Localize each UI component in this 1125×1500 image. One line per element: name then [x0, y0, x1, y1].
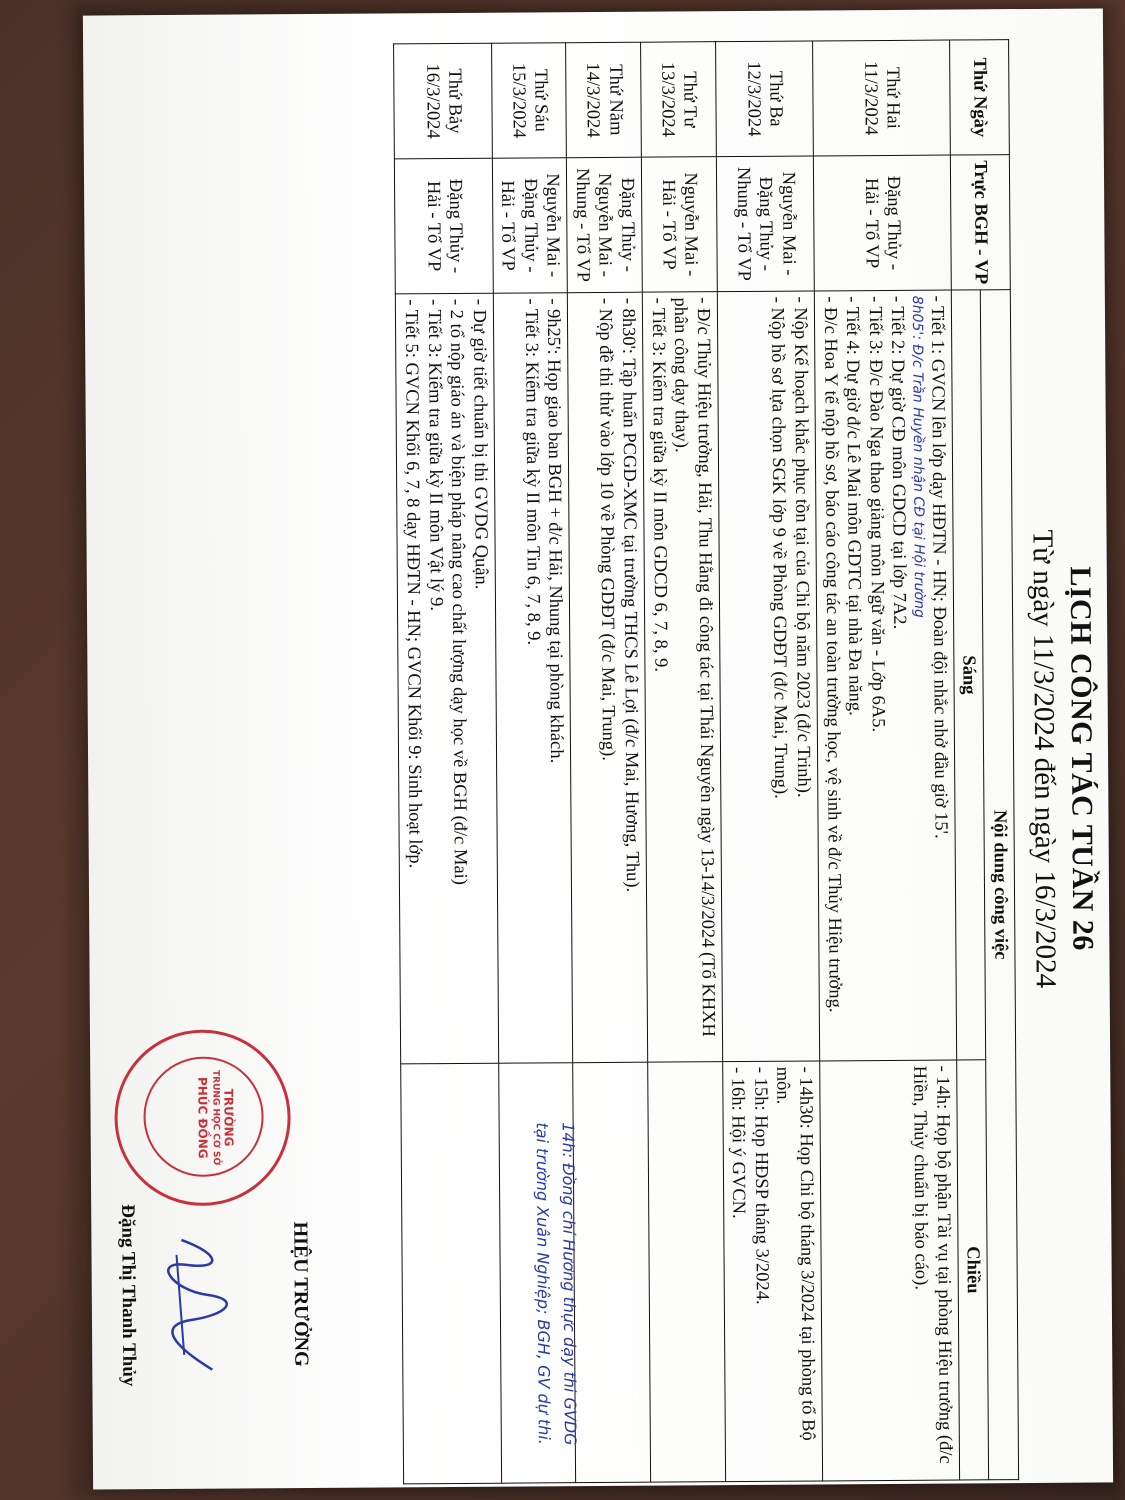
afternoon-cell	[401, 1063, 501, 1484]
document-title: LỊCH CÔNG TÁC TUẦN 26	[1063, 566, 1100, 951]
schedule-page	[93, 39, 1103, 1486]
afternoon-item: - 16h: Hội ý GVCN.	[727, 1066, 749, 1219]
day-cell: Thứ Năm 14/3/2024	[566, 42, 641, 158]
morning-item: - Tiết 3: Kiểm tra giữa kỳ II môn GDCD 6, 7, 8, 9.	[647, 297, 671, 672]
morning-item: - Đ/c Thủy Hiệu trưởng, Hải, Thu Hằng đi công tác tại Thái Nguyên ngày 13-14/3/2024 (Tổ KHXH phân công dạy thay).	[670, 297, 718, 1037]
morning-item: - Tiết 3: Kiểm tra giữa kỳ II môn Vật lý 9.	[423, 299, 446, 612]
header-content: Nội dung công việc	[981, 290, 1019, 1480]
morning-cell	[493, 293, 573, 1064]
afternoon-cell	[722, 1061, 822, 1482]
morning-item: - Tiết 2: Dự giờ CĐ môn GDCD tại lớp 7A2.	[887, 295, 910, 630]
day-cell: Thứ Bảy 16/3/2024	[394, 43, 492, 159]
handwritten-inline-note: 8h05': Đ/c Trần Huyền nhận CĐ tại Hội trường	[909, 295, 928, 618]
day-cell: Thứ Sáu 15/3/2024	[491, 43, 566, 159]
morning-item: - Tiết 3: Đ/c Đào Nga thao giảng môn Ngữ văn - Lớp 6A5.	[864, 295, 888, 733]
afternoon-item: - 14h30: Họp Chi bộ tháng 3/2024 tại phòng tổ Bộ môn.	[772, 1066, 818, 1441]
afternoon-cell	[573, 1062, 651, 1483]
morning-item: - 8h30': Tập huấn PCGD-XMC tại trường THCS Lê Lợi (đ/c Mai, Hương, Thu).	[617, 297, 643, 893]
handwritten-note-line: 14h: Đồng chí Hương thực dạy thi GVDG	[558, 1122, 580, 1446]
morning-item: - Nộp đề thi thử vào lớp 10 về Phòng GDĐT (đ/c Mai, Trung).	[595, 297, 619, 761]
header-duty: Trực BGH - VP	[950, 155, 1010, 290]
morning-item: - Nộp hồ sơ lựa chọn SGK lớp 9 về Phòng GDĐT (đ/c Mai, Trung).	[767, 296, 791, 799]
day-cell: Thứ Hai 11/3/2024	[813, 40, 951, 156]
duty-cell: Đặng Thủy - Nguyễn Mai - Nhung - Tổ VP	[567, 157, 643, 293]
handwritten-signature	[161, 1235, 232, 1375]
afternoon-item: - 14h: Họp bộ phận Tài vụ tại phòng Hiệu trưởng (đ/c Hiền, Thủy chuẩn bị báo cáo).	[909, 1065, 955, 1464]
duty-cell: Nguyễn Mai - Hải - Tổ VP	[641, 157, 717, 293]
handwritten-note-line: tại trường Xuân Nghiệp; BGH, GV dự thi.	[533, 1122, 555, 1445]
paper-sheet	[83, 8, 1113, 1489]
afternoon-item: - 15h: Họp HĐSP tháng 3/2024.	[750, 1066, 772, 1305]
morning-item: - Tiết 1: GVCN lên lớp dạy HĐTN - HN; Đoàn đội nhắc nhở đầu giờ 15'.	[926, 295, 951, 839]
afternoon-cell	[648, 1062, 726, 1483]
day-cell: Thứ Ba 12/3/2024	[715, 41, 813, 157]
morning-item: - Tiết 4: Dự giờ đ/c Lê Mai môn GDTC tại nhà Đa năng.	[841, 296, 865, 716]
signer-role: HIỆU TRƯỞNG	[289, 1221, 313, 1367]
handwritten-note	[529, 1122, 583, 1482]
stamp-center: TRƯỜNG TRUNG HỌC CƠ SỞ PHÚC ĐỒNG	[195, 1069, 236, 1166]
schedule-body	[394, 40, 959, 1484]
schedule-table	[393, 39, 1019, 1484]
morning-cell	[568, 292, 648, 1063]
morning-item: - 2 tổ nộp giáo án và biện pháp nâng cao chất lượng dạy học về BGH (đ/c Mai)	[445, 298, 471, 885]
morning-item: - Tiết 3: Kiểm tra giữa kỳ II môn Tin 6, 7, 8, 9.	[520, 298, 544, 646]
schedule-row	[715, 41, 822, 1482]
morning-cell	[396, 293, 499, 1064]
morning-item: - Dự giờ tiết chuẩn bị thi GVDG Quận.	[468, 298, 491, 590]
duty-cell: Đặng Thủy - Hải - Tổ VP	[813, 155, 951, 291]
morning-item: - Tiết 5: GVCN Khối 6, 7, 8 dạy HĐTN - HN; GVCN Khối 9: Sinh hoạt lớp.	[400, 299, 425, 869]
schedule-row	[394, 43, 501, 1484]
duty-cell: Nguyễn Mai - Đặng Thủy - Nhung - Tổ VP	[716, 156, 814, 292]
duty-cell: Nguyễn Mai - Đặng Thủy - Hải - Tổ VP	[492, 158, 568, 294]
morning-cell	[814, 290, 956, 1061]
header-afternoon: Chiều	[957, 1060, 989, 1480]
day-cell: Thứ Tư 13/3/2024	[641, 42, 716, 158]
morning-cell	[642, 292, 722, 1063]
morning-item: - Đ/c Hoa Y tế nộp hồ sơ, báo cáo công tác an toàn trường học, vệ sinh về đ/c Thủy Hiệu trưởng.	[819, 296, 845, 1013]
schedule-row	[813, 40, 960, 1481]
document-subtitle: Từ ngày 11/3/2024 đến ngày 16/3/2024	[1026, 529, 1062, 989]
morning-cell	[717, 291, 820, 1062]
header-morning: Sáng	[951, 290, 986, 1060]
schedule-row	[641, 42, 726, 1482]
signer-name: Đặng Thị Thanh Thủy	[117, 1204, 140, 1387]
header-day: Thứ Ngày	[949, 40, 1009, 155]
morning-item: - Nộp Kế hoạch khắc phục tồn tại của Chi bộ năm 2023 (đ/c Trinh).	[789, 296, 814, 798]
duty-cell: Đặng Thủy - Hải - Tổ VP	[395, 158, 493, 294]
morning-item: - 9h25': Họp giao ban BGH + đ/c Hải, Nhung tại phòng khách.	[543, 298, 567, 764]
afternoon-cell	[820, 1060, 960, 1481]
